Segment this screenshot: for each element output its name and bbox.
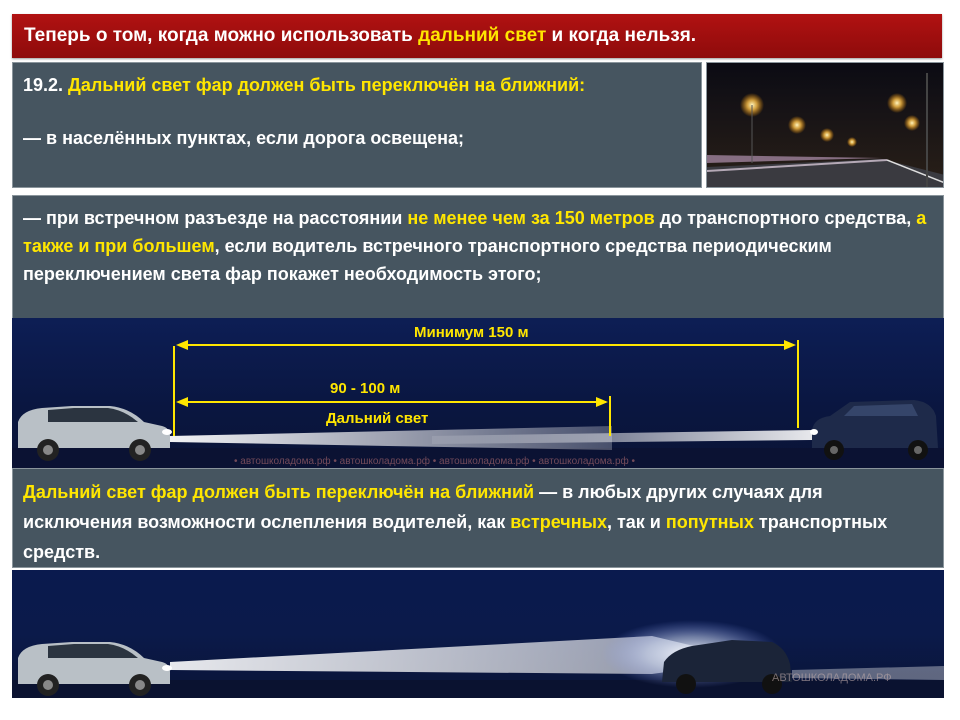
watermark-2: АВТОШКОЛАДОМА.РФ: [772, 672, 892, 684]
range-distance-label: 90 - 100 м: [330, 380, 401, 397]
rule-number: 19.2.: [23, 75, 64, 95]
header-highlight: дальний свет: [418, 25, 547, 46]
rule-item-lit-roads: — в населённых пунктах, если дорога освещена;: [23, 128, 465, 148]
minimum-distance-label: Минимум 150 м: [414, 324, 529, 341]
rule-title-text: Дальний свет фар должен быть переключён на ближний:: [63, 75, 586, 95]
high-beam-distance-diagram: [12, 318, 944, 468]
rule-title: [23, 75, 691, 96]
same-direction-highlight: попутных: [665, 512, 754, 532]
other-cases-highlight: Дальний свет фар должен быть переключён на ближний: [23, 482, 535, 502]
header-text: Теперь о том, когда можно использовать дальний свет и когда нельзя.: [24, 25, 697, 46]
oncoming-rule-panel: — при встречном разъезде на расстоянии не менее чем за 150 метров до транспортного средства, а также и при большем, если водитель встречного транспортного средства периодическим переключением света фар покажет необходимость этого;: [12, 195, 944, 319]
high-beam-label: Дальний свет: [326, 410, 429, 427]
rule-19-2-panel: [12, 62, 702, 188]
lit-road-photo: [706, 62, 944, 188]
watermark: • автошколадома.рф • автошколадома.рф • автошколадома.рф • автошколадома.рф •: [234, 456, 636, 467]
other-cases-panel: Дальний свет фар должен быть переключён на ближний — в любых других случаях для исключения возможности ослепления водителей, как встречных, так и попутных транспортных средств.: [12, 468, 944, 568]
oncoming-highlight: встречных: [510, 512, 607, 532]
overtaking-glare-diagram: [12, 570, 944, 698]
distance-highlight: не менее чем за 150 метров: [407, 208, 655, 228]
greater-distance-highlight: а также и при большем: [23, 208, 927, 256]
header-banner: [12, 14, 942, 58]
